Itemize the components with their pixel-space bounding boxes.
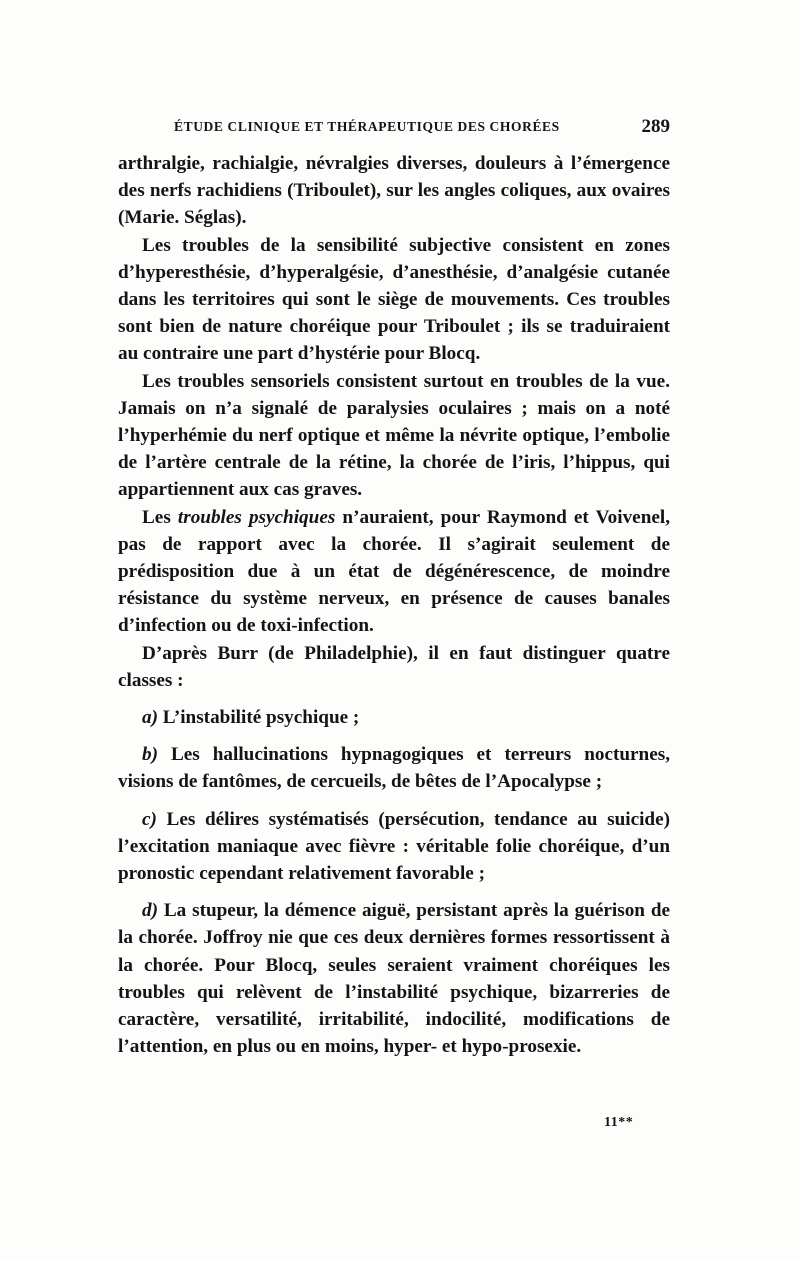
paragraph-troubles-psychiques [118, 504, 670, 640]
list-item-letter: a) [142, 707, 158, 729]
list-item-text: Les hallucinations hypnagogiques et terreurs nocturnes, visions de fantômes, de cercueils, de bêtes de l’Apocalypse ; [118, 744, 671, 793]
paragraph-sensibilite: Les troubles de la sensibilité subjective consistent en zones d’hyperesthésie, d’hyperalgésie, d’anesthésie, d’analgésie cutanée dans les territoires qui sont le siège de mouvements. Ces troubles sont bien de nature choréique pour Triboulet ; ils se traduiraient au contraire une part d’hystérie pour Blocq. [118, 234, 670, 365]
signature-mark: 11** [604, 1115, 634, 1130]
p4-lead: Les [142, 506, 171, 528]
page-number: 289 [641, 116, 670, 137]
list-item-d [118, 897, 670, 1060]
body-text [118, 150, 670, 1061]
p4-italic-term: troubles psychiques [177, 506, 336, 528]
list-item-text: La stupeur, la démence aiguë, persistant après la guérison de la chorée. Joffroy nie que ces deux dernières formes ressortissent à la chorée. Pour Blocq, seules seraient vraiment choréiques les troubles qui relèvent de l’instabilité psychique, bizarreries de caractère, versatilité, irritabilité, indocilité, modifications de l’attention, en plus ou en moins, hyper- et hypo-prosexie. [118, 900, 671, 1058]
list-item-text: Les délires systématisés (persécution, tendance au suicide) l’excitation maniaque avec fièvre : véritable folie choréique, d’un pronostic cependant relativement favorable ; [118, 808, 670, 885]
list-item-text: L’instabilité psychique ; [162, 707, 360, 729]
list-item-b [118, 741, 670, 795]
list-item-letter: c) [142, 808, 157, 830]
paragraph-troubles-sensoriels: Les troubles sensoriels consistent surtout en troubles de la vue. Jamais on n’a signalé de paralysies oculaires ; mais on a noté l’hyperhémie du nerf optique et même la névrite optique, l’embolie de l’artère centrale de la rétine, la chorée de l’iris, l’hippus, qui appartiennent aux cas graves. [118, 370, 670, 501]
list-item-letter: d) [142, 900, 158, 922]
list-item-letter: b) [142, 744, 158, 766]
running-title: ÉTUDE CLINIQUE ET THÉRAPEUTIQUE DES CHORÉES [174, 119, 560, 134]
list-item-c [118, 806, 670, 888]
p4-rest: n’auraient, pour Raymond et Voivenel, pas de rapport avec la chorée. Il s’agirait seulement de prédisposition due à un état de dégénérescence, de moindre résistance du système nerveux, en présence de causes banales d’infection ou de toxi-infection. [118, 506, 671, 637]
paragraph-burr: D’après Burr (de Philadelphie), il en faut distinguer quatre classes : [118, 642, 670, 691]
running-head [118, 116, 670, 140]
paragraph-continued: arthralgie, rachialgie, névralgies diverses, douleurs à l’émergence des nerfs rachidiens (Triboulet), sur les angles coliques, aux ovaires (Marie. Séglas). [118, 153, 670, 229]
list-item-a [118, 704, 670, 731]
